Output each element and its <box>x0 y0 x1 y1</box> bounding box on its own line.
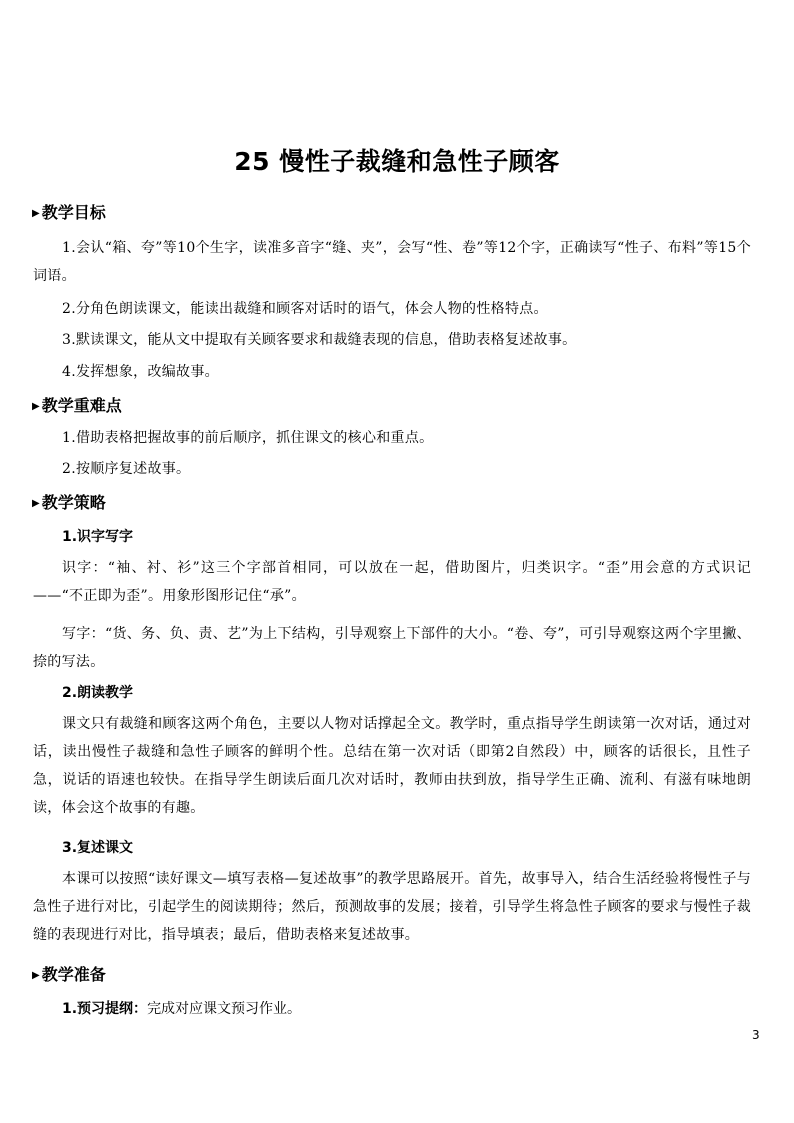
section-heading-strategy <box>32 492 106 517</box>
key-point-item: 1.借助表格把握故事的前后顺序，抓住课文的核心和重点。 <box>62 430 434 446</box>
section-heading-prep <box>32 964 106 989</box>
page-number: 3 <box>752 1028 760 1042</box>
subheading-reading: 2.朗读教学 <box>62 685 134 701</box>
goal-item: 3.默读课文，能从文中提取有关顾客要求和裁缝表现的信息，借助表格复述故事。 <box>62 332 577 348</box>
section-heading-label: 教学策略 <box>41 493 106 512</box>
triangle-bullet-icon: ▶ <box>32 498 40 509</box>
triangle-bullet-icon: ▶ <box>32 208 40 219</box>
page-title: 25 慢性子裁缝和急性子顾客 <box>234 147 560 176</box>
paragraph-reading: 课文只有裁缝和顾客这两个角色，主要以人物对话撑起全文。教学时，重点指导学生朗读第一次对话，通过对话，读出慢性子裁缝和急性子顾客的鲜明个性。总结在第一次对话（即第2自然段）中，顾客的话很长，且性子急，说话的语速也较快。在指导学生朗读后面几次对话时，教师由扶到放，指导学生正确、流利、有滋有味地朗读，体会这个故事的有趣。 <box>33 716 751 816</box>
section-heading-label: 教学重难点 <box>41 396 122 415</box>
key-point-item: 2.按顺序复述故事。 <box>62 461 191 477</box>
goal-item: 1.会认“箱、夸”等10个生字，读准多音字“缝、夹”，会写“性、卷”等12个字，正确读写“性子、布料”等15个词语。 <box>33 240 751 284</box>
section-heading-label: 教学准备 <box>41 965 106 984</box>
subheading-retelling: 3.复述课文 <box>62 840 134 856</box>
section-heading-goals <box>32 202 106 227</box>
section-heading-key-points <box>32 395 122 420</box>
paragraph-literacy-writing: 写字：“货、务、负、责、艺”为上下结构，引导观察上下部件的大小。“卷、夸”，可引导观察这两个字里撇、捺的写法。 <box>33 626 751 670</box>
triangle-bullet-icon: ▶ <box>32 401 40 412</box>
goal-item: 4.发挥想象，改编故事。 <box>62 364 219 380</box>
goal-item: 2.分角色朗读课文，能读出裁缝和顾客对话时的语气，体会人物的性格特点。 <box>62 301 548 317</box>
paragraph-literacy-recognition: 识字：“袖、衬、衫”这三个字部首相同，可以放在一起，借助图片，归类识字。“歪”用会意的方式识记——“不正即为歪”。用象形图形记住“承”。 <box>33 560 751 604</box>
prep-item-title: 1.预习提纲： <box>62 1001 148 1017</box>
paragraph-retelling: 本课可以按照“读好课文—填写表格—复述故事”的教学思路展开。首先，故事导入，结合生活经验将慢性子与急性子进行对比，引起学生的阅读期待；然后，预测故事的发展；接着，引导学生将急性子顾客的要求与慢性子裁缝的表现进行对比，指导填表；最后，借助表格来复述故事。 <box>33 871 751 943</box>
subheading-literacy: 1.识字写字 <box>62 529 134 545</box>
prep-item-text: 完成对应课文预习作业。 <box>147 1001 302 1017</box>
prep-item <box>62 998 301 1020</box>
section-heading-label: 教学目标 <box>41 203 106 222</box>
triangle-bullet-icon: ▶ <box>32 970 40 981</box>
